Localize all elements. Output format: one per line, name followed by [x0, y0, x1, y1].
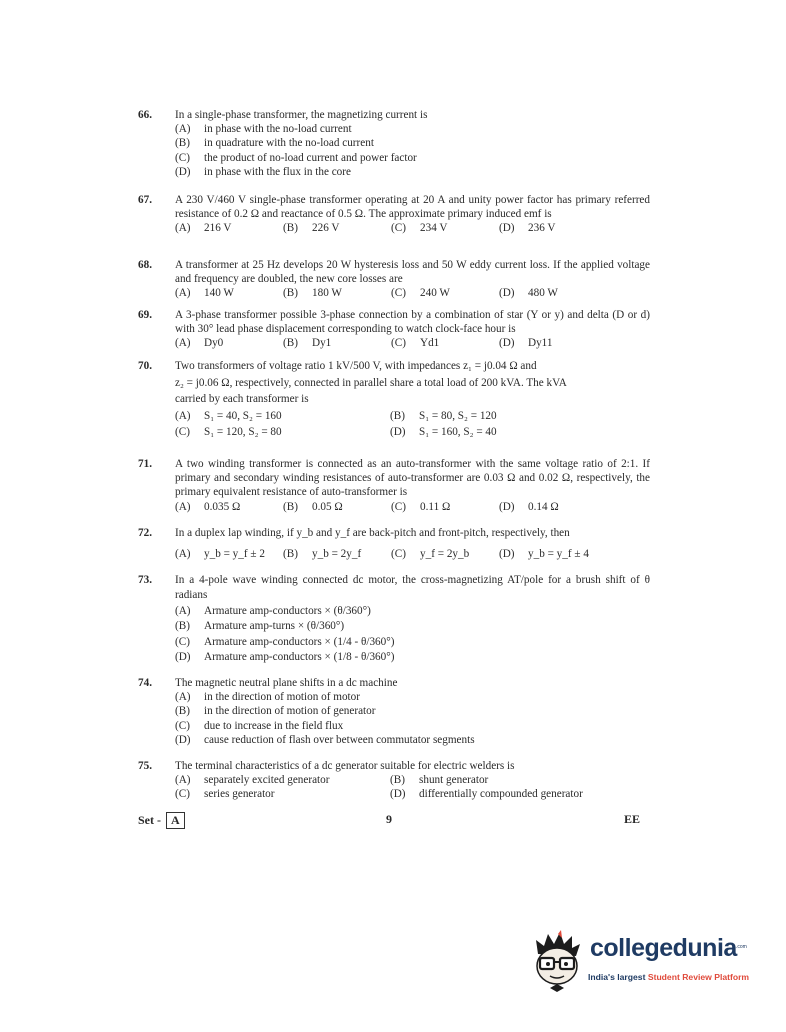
set-value: A: [166, 812, 185, 829]
question-stem: The magnetic neutral plane shifts in a dc machine: [175, 677, 398, 689]
option-c: (C) Yd1: [391, 337, 440, 350]
brand-name: collegedunia: [590, 934, 737, 962]
options-row: [175, 500, 650, 514]
brand-tagline: India's largest Student Review Platform: [588, 972, 750, 982]
option-d: (D) Armature amp-conductors × (1/8 - θ/360°): [175, 651, 395, 664]
option-a: (A) Armature amp-conductors × (θ/360°): [175, 604, 371, 617]
mascot-eye-left: [546, 962, 550, 966]
option-b: (B) Armature amp-turns × (θ/360°): [175, 620, 345, 633]
option-d: (D) cause reduction of flash over between commutator segments: [175, 733, 475, 746]
question-number: 69.: [138, 309, 152, 321]
option-a: (A) y_b = y_f ± 2: [175, 547, 265, 560]
option-b: (B) 0.05 Ω: [283, 500, 343, 513]
option-c: (C) S₁ = 120, S₂ = 80: [175, 426, 282, 438]
question-stem: In a single-phase transformer, the magnetizing current is: [175, 109, 428, 121]
option-d: (D) S₁ = 160, S₂ = 40: [390, 426, 497, 438]
options-row: [175, 787, 650, 801]
options-row: [175, 286, 650, 300]
question-73: [138, 573, 650, 665]
option-d: (D) differentially compounded generator: [390, 788, 583, 801]
options-row: [175, 424, 650, 441]
subject-code: EE: [624, 812, 641, 826]
mascot-eye-right: [564, 962, 568, 966]
question-number: 70.: [138, 360, 152, 372]
question-68: [138, 258, 650, 301]
option-d: (D) 236 V: [499, 222, 556, 235]
option-a: (A) in the direction of motion of motor: [175, 691, 360, 704]
question-stem: A 3-phase transformer possible 3-phase connection by a combination of star (Y or y) and delta (D or d) with 30° lead phase displacement corresponding to watch clock-face hour is: [175, 309, 650, 336]
question-69: [138, 308, 650, 351]
question-stem: In a 4-pole wave winding connected dc motor, the cross-magnetizing AT/pole for a brush shift of θ radians: [175, 574, 650, 602]
question-number: 75.: [138, 760, 152, 772]
question-71: [138, 457, 650, 514]
option-b: (B) in the direction of motion of generator: [175, 705, 376, 718]
option-a: (A) 0.035 Ω: [175, 500, 241, 513]
option-c: (C) the product of no-load current and power factor: [175, 151, 417, 164]
options-row: [175, 546, 650, 563]
option-c: (C) 0.11 Ω: [391, 500, 451, 513]
options-row: [175, 221, 650, 235]
set-indicator: [138, 812, 185, 829]
page-number: 9: [386, 812, 392, 826]
option-c: (C) series generator: [175, 788, 275, 801]
question-stem-line-1: Two transformers of voltage ratio 1 kV/500 V, with impedances z₁ = j0.04 Ω and: [175, 360, 537, 372]
option-b: (B) in quadrature with the no-load current: [175, 137, 374, 150]
question-number: 68.: [138, 259, 152, 271]
question-number: 71.: [138, 458, 152, 470]
question-number: 73.: [138, 574, 152, 586]
question-number: 72.: [138, 527, 152, 539]
question-66: [138, 108, 650, 179]
question-75: [138, 759, 650, 802]
options-row: [175, 773, 650, 787]
option-c: (C) 240 W: [391, 287, 450, 300]
option-b: (B) shunt generator: [390, 774, 489, 787]
option-b: (B) 226 V: [283, 222, 340, 235]
mascot-collar: [550, 984, 564, 992]
option-a: (A) S₁ = 40, S₂ = 160: [175, 409, 282, 422]
option-d: (D) in phase with the flux in the core: [175, 165, 351, 178]
mascot-icon: [528, 930, 586, 994]
option-d: (D) 480 W: [499, 287, 558, 300]
option-a: (A) separately excited generator: [175, 774, 330, 787]
option-b: (B) 180 W: [283, 287, 342, 300]
option-d: (D) y_b = y_f ± 4: [499, 547, 589, 560]
question-stem: A transformer at 25 Hz develops 20 W hysteresis loss and 50 W eddy current loss. If the applied voltage and frequency are doubled, the new core losses are: [175, 259, 650, 286]
option-a: (A) in phase with the no-load current: [175, 123, 352, 136]
question-70: [138, 358, 650, 441]
option-c: (C) due to increase in the field flux: [175, 719, 344, 732]
question-74: [138, 676, 650, 747]
option-b: (B) S₁ = 80, S₂ = 120: [390, 409, 497, 422]
question-number: 74.: [138, 677, 152, 689]
question-stem: In a duplex lap winding, if y_b and y_f are back-pitch and front-pitch, respectively, then: [175, 527, 570, 539]
option-d: (D) Dy11: [499, 337, 553, 350]
option-c: (C) y_f = 2y_b: [391, 547, 470, 560]
question-stem: A 230 V/460 V single-phase transformer operating at 20 A and unity power factor has primary referred resistance of 0.2 Ω and reactance of 0.5 Ω. The approximate primary induced emf is: [175, 194, 650, 221]
option-b: (B) Dy1: [283, 337, 332, 350]
question-number: 66.: [138, 109, 152, 121]
question-stem: The terminal characteristics of a dc generator suitable for electric welders is: [175, 760, 515, 772]
brand-logo: [528, 930, 758, 1000]
option-a: (A) 216 V: [175, 222, 232, 235]
option-b: (B) y_b = 2y_f: [283, 547, 362, 560]
option-c: (C) 234 V: [391, 222, 448, 235]
option-d: (D) 0.14 Ω: [499, 500, 559, 513]
question-stem: A two winding transformer is connected as an auto-transformer with the same voltage ratio of 2:1. If primary and secondary winding resistances of auto-transformer are 0.03 Ω and 0.02 Ω, respectively, the primary equivalent resistance of auto-transformer is: [175, 458, 650, 499]
question-stem-line-2: z₂ = j0.06 Ω, respectively, connected in parallel share a total load of 200 kVA. The kVA: [175, 376, 567, 389]
option-a: (A) Dy0: [175, 337, 224, 350]
question-67: [138, 193, 650, 236]
option-a: (A) 140 W: [175, 287, 234, 300]
question-number: 67.: [138, 194, 152, 206]
option-c: (C) Armature amp-conductors × (1/4 - θ/360°): [175, 635, 395, 648]
question-72: [138, 525, 650, 562]
options-row: [175, 408, 650, 425]
brand-suffix: .com: [736, 944, 747, 950]
set-label: Set -: [138, 813, 161, 827]
question-stem-line-3: carried by each transformer is: [175, 393, 309, 405]
options-row: [175, 336, 650, 350]
